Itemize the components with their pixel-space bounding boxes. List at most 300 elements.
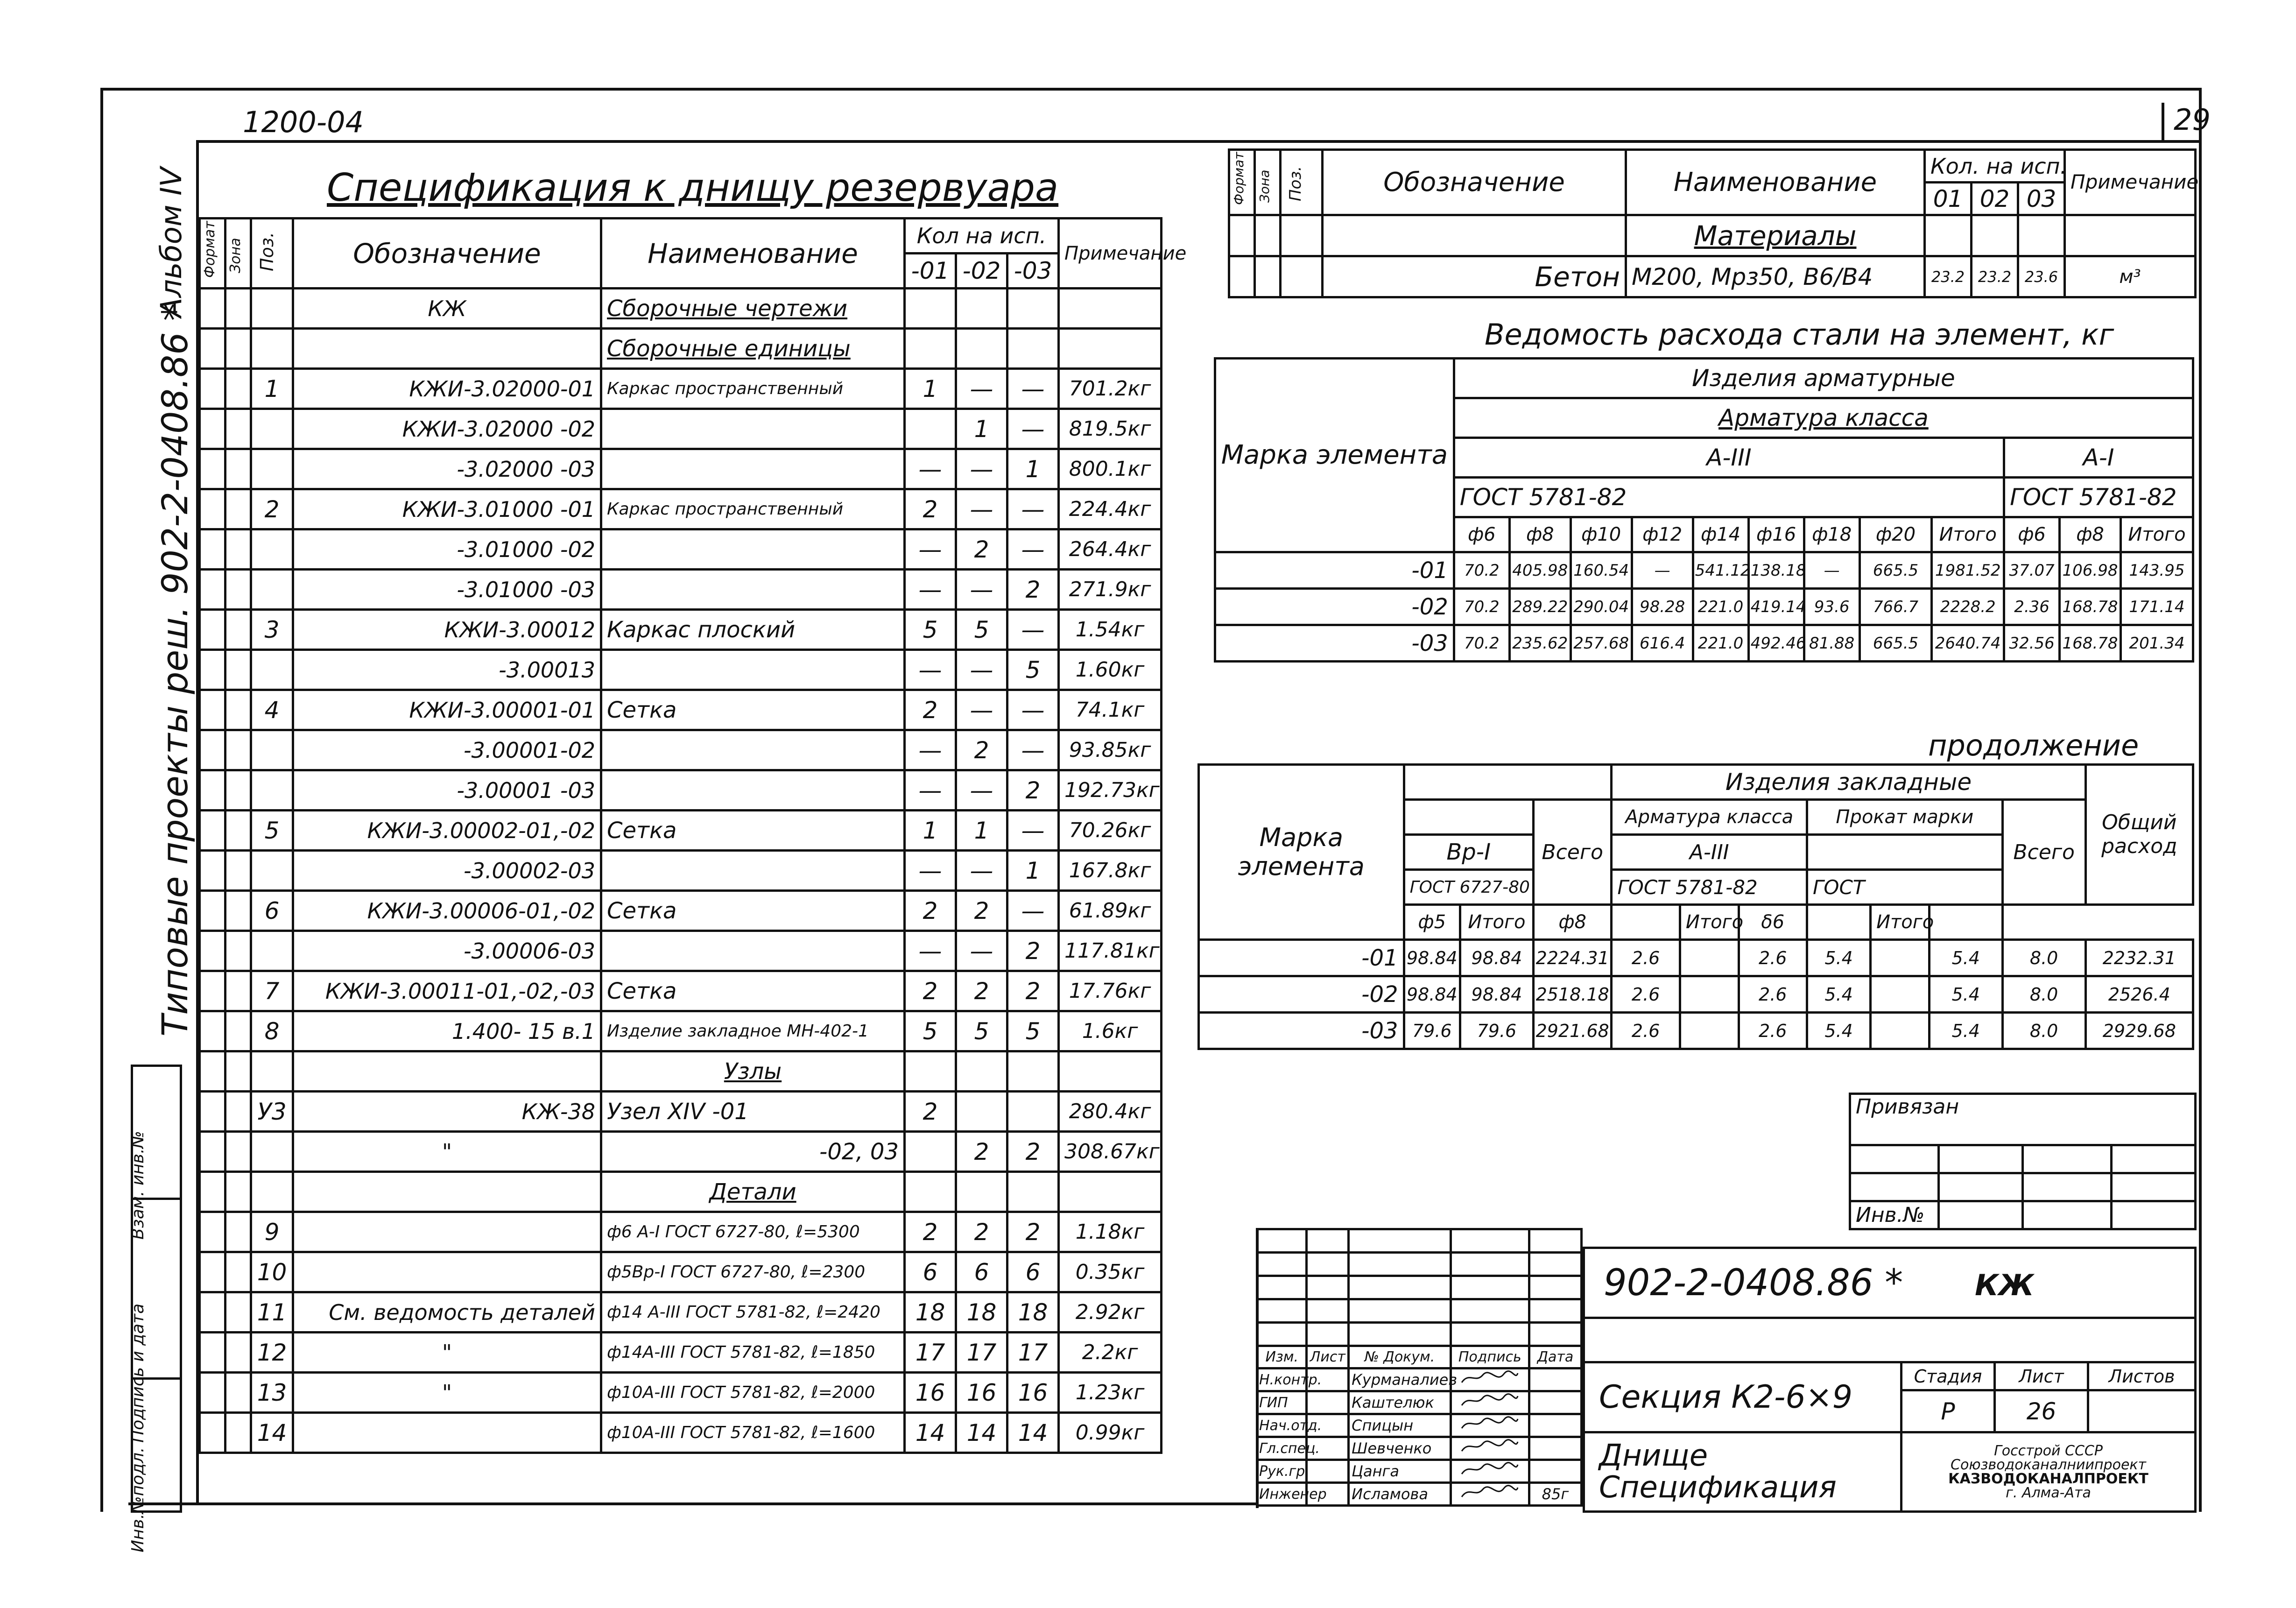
note-cell: 0.99кг [1059,1413,1162,1453]
table-row [200,1413,1162,1453]
value-cell: 70.2 [1454,589,1509,625]
role-cell: Н.контр. [1257,1368,1307,1391]
value-cell: 257.68 [1571,625,1632,662]
concrete-label: Бетон [1323,256,1626,297]
table-row [200,329,1162,369]
qty-3: 1 [1007,851,1059,891]
qty-3 [1007,1092,1059,1132]
value-cell [1680,940,1739,976]
designation-cell: -3.02000 -03 [293,449,601,489]
value-cell: — [1804,552,1859,589]
designation-cell: КЖИ-3.01000 -01 [293,489,601,529]
designation-cell [293,329,601,369]
person-name: Шевченко [1349,1437,1451,1460]
qty-1: 2 [905,971,956,1011]
col-qty: Кол на исп. [905,219,1059,254]
name-cell [601,449,905,489]
table-row [1199,976,2193,1013]
pos-cell: 11 [251,1292,293,1333]
qty-2: 18 [956,1292,1007,1333]
pos-cell: 14 [251,1413,293,1453]
value-cell: 8.0 [2002,940,2085,976]
signature-cell [1451,1368,1529,1391]
designation-cell: -3.00001 -03 [293,770,601,811]
qty-3: 2 [1007,971,1059,1011]
qty-1: 17 [905,1333,956,1373]
role-cell: Гл.спец. [1257,1437,1307,1460]
qty-2: 2 [956,529,1007,570]
value-cell: 221.0 [1693,589,1748,625]
cont-col-header: ф5 [1404,905,1460,940]
mark-cell: -02 [1215,589,1454,625]
qty-2: — [956,770,1007,811]
value-cell: 221.0 [1693,625,1748,662]
designation-cell: -3.00001-02 [293,730,601,770]
name-cell: Сетка [601,971,905,1011]
cont-title: продолжение [1928,728,2139,762]
role-cell: Рук.гр. [1257,1460,1307,1483]
table-row [200,1132,1162,1172]
col-note: Примечание [1059,219,1162,289]
pos-cell [251,931,293,971]
qty-2: 2 [956,1212,1007,1252]
table-row [1215,589,2193,625]
qty-1: — [905,730,956,770]
qty-2 [956,1092,1007,1132]
table-row [200,1333,1162,1373]
pos-cell [251,1172,293,1212]
qty-3: — [1007,489,1059,529]
spec-title: Спецификация к днищу резервуара [327,166,1059,210]
qty-3: 2 [1007,570,1059,610]
qty-2 [956,329,1007,369]
table-row [200,1212,1162,1252]
name-cell [601,851,905,891]
value-cell: 98.84 [1460,940,1533,976]
value-cell: 2.6 [1612,1013,1680,1049]
value-cell: 98.84 [1404,940,1460,976]
note-cell: 93.85кг [1059,730,1162,770]
qty-1: — [905,529,956,570]
value-cell: 5.4 [1929,940,2002,976]
pos-cell: 12 [251,1333,293,1373]
qty-1: 16 [905,1373,956,1413]
qty-1: 2 [905,489,956,529]
note-cell: 701.2кг [1059,369,1162,409]
cont-col-header: Итого [1460,905,1533,940]
value-cell: 2.36 [2004,589,2060,625]
signature-row [1257,1437,1582,1460]
pos-cell: 10 [251,1252,293,1292]
note-cell: 2.2кг [1059,1333,1162,1373]
frame-inner-top [196,140,2199,143]
value-cell: 1981.52 [1932,552,2004,589]
value-cell: 70.2 [1454,552,1509,589]
qty-3: — [1007,690,1059,730]
note-cell: 819.5кг [1059,409,1162,449]
signature-row [1257,1414,1582,1437]
note-cell [1059,1172,1162,1212]
note-cell: 192.73кг [1059,770,1162,811]
person-name: Исламова [1349,1483,1451,1506]
sig-header: Дата [1529,1346,1581,1368]
mark-cell: -01 [1199,940,1404,976]
qty-2 [956,1051,1007,1092]
qty-1 [905,1172,956,1212]
note-cell: 74.1кг [1059,690,1162,730]
value-cell: 160.54 [1571,552,1632,589]
table-row [200,650,1162,690]
qty-1: 18 [905,1292,956,1333]
steel-col-header: ф6 [2004,517,2060,552]
col-format: Формат [200,219,225,289]
note-cell: 2.92кг [1059,1292,1162,1333]
designation-cell: -3.01000 -02 [293,529,601,570]
name-cell [601,529,905,570]
table-row [200,1011,1162,1051]
table-row [200,730,1162,770]
name-cell: ф5Вр-I ГОСТ 6727-80, ℓ=2300 [601,1252,905,1292]
pos-cell [251,1051,293,1092]
qty-3: — [1007,730,1059,770]
note-cell: 17.76кг [1059,971,1162,1011]
value-cell: 5.4 [1807,940,1871,976]
qty-3: 6 [1007,1252,1059,1292]
value-cell: 8.0 [2002,1013,2085,1049]
value-cell: 2.6 [1739,940,1807,976]
note-cell [1059,1051,1162,1092]
table-row [1215,552,2193,589]
pos-cell: 2 [251,489,293,529]
pos-cell [251,449,293,489]
qty-3: 2 [1007,1212,1059,1252]
table-row [200,770,1162,811]
person-name: Каштелюк [1349,1391,1451,1414]
designation-cell: -3.00002-03 [293,851,601,891]
mark-cell: -03 [1215,625,1454,662]
signature-row [1257,1483,1582,1506]
steel-col-header: ф14 [1693,517,1748,552]
qty-1 [905,329,956,369]
note-cell: 0.35кг [1059,1252,1162,1292]
value-cell [1871,940,1930,976]
note-cell: 224.4кг [1059,489,1162,529]
pos-cell: 9 [251,1212,293,1252]
value-cell: 2228.2 [1932,589,2004,625]
value-cell: 138.18 [1748,552,1804,589]
person-name: Спицын [1349,1414,1451,1437]
designation-cell: -3.01000 -03 [293,570,601,610]
qty-3: — [1007,409,1059,449]
designation-cell: КЖИ-3.00006-01,-02 [293,891,601,931]
qty-2: — [956,931,1007,971]
pos-cell [251,329,293,369]
series-label: Типовые проекты реш. 902-2-0408.86 * [154,303,196,1037]
table-row [200,971,1162,1011]
name-cell: Каркас пространственный [601,369,905,409]
table-row [200,851,1162,891]
steel-col-header: ф16 [1748,517,1804,552]
qty-3: — [1007,610,1059,650]
table-row [1199,940,2193,976]
qty-1: 2 [905,891,956,931]
name-cell: Сетка [601,811,905,851]
value-cell: 665.5 [1859,625,1932,662]
date-cell: 85г [1529,1483,1581,1506]
signature-cell [1451,1460,1529,1483]
table-row [200,449,1162,489]
designation-cell: -3.00006-03 [293,931,601,971]
designation-cell: См. ведомость деталей [293,1292,601,1333]
designation-cell: " [293,1333,601,1373]
value-cell: 201.34 [2121,625,2193,662]
steel-title: Ведомость расхода стали на элемент, кг [1485,317,2114,352]
name-cell: ф10А-III ГОСТ 5781-82, ℓ=1600 [601,1413,905,1453]
note-cell: 117.81кг [1059,931,1162,971]
pos-cell: 1 [251,369,293,409]
pos-cell [251,650,293,690]
designation-cell: КЖ-38 [293,1092,601,1132]
steel-col-header: ф8 [2060,517,2121,552]
value-cell [1680,1013,1739,1049]
table-row [200,409,1162,449]
pos-cell [251,289,293,329]
designation-cell: КЖИ-3.00011-01,-02,-03 [293,971,601,1011]
qty-1: — [905,770,956,811]
spec-table: Формат Зона Поз. Обозначение Наименование Кол на исп. Примечание -01 -02 -03 КЖ Сборочные чертежи Сборочные единицы 1 КЖИ-3.02000-01 Каркас пространственный 1 — — 701.2кг КЖИ-3.02000 -02 1 — 819.5кг -3.02000 -03 — — 1 800.1кг 2 КЖИ-3.01000 -01 Каркас пространственный 2 — — 224.4кг -3.01000 -02 — 2 — 264.4кг -3.01000 -03 — — 2 271.9кг 3 КЖИ-3.00012 Каркас плоский 5 5 — 1.54кг -3.00013 — — 5 1.60кг 4 КЖИ-3.00001-01 Сетка 2 — — 74.1кг -3.00001-02 — 2 — 93.85кг -3.00001 -03 — — 2 192.73кг 5 КЖИ-3.00002-01,-02 Сетка 1 1 — 70.26кг -3.00002-03 — — 1 167.8кг 6 КЖИ-3.00006-01,-02 Сетка 2 2 — 61.89кг -3.00006-03 — — 2 117.81кг 7 КЖИ-3.00011-01,-02,-03 Сетка 2 2 2 17.76кг 8 1.400- 15 в.1 Изделие закладное МН-402-1 5 5 5 1.6кг Узлы У3 КЖ-38 Узел XIV -01 2 280.4кг " -02, 03 2 2 308.67кг Детали 9 ф6 А-I ГОСТ 6727-80, ℓ=5300 2 2 2 1.18кг 10 ф5Вр-I ГОСТ 6727-80, ℓ=2300 6 6 6 0.35кг 11 См. ведомость деталей ф14 А-III ГОСТ 5781-82, ℓ=2420 18 18 18 2.92кг 12 " ф14А-III ГОСТ 5781-82, ℓ=1850 17 17 17 2.2кг 13 " ф10А-III ГОСТ 5781-82, ℓ=2000 16 16 16 1.23кг 14 ф10А-III ГОСТ 5781-82, ℓ=1600 14 14 14 0.99кг [198,217,1162,1454]
qty-3 [1007,329,1059,369]
album-label: Альбом IV [154,167,188,317]
binding-block: Привязан Инв.№ [1849,1093,2197,1230]
drawing-mark: КЖ [1975,1268,2034,1302]
name-cell: ф10А-III ГОСТ 5781-82, ℓ=2000 [601,1373,905,1413]
qty-1: — [905,650,956,690]
pos-cell: 4 [251,690,293,730]
mark-cell: -02 [1199,976,1404,1013]
name-cell: Узлы [601,1051,905,1092]
qty-1: 1 [905,369,956,409]
designation-cell [293,1051,601,1092]
qty-2: 2 [956,730,1007,770]
table-row [1215,625,2193,662]
name-cell: ф14А-III ГОСТ 5781-82, ℓ=1850 [601,1333,905,1373]
sig-header: Изм. [1257,1346,1307,1368]
designation-cell: КЖИ-3.00012 [293,610,601,650]
table-row [200,1292,1162,1333]
name-cell [601,730,905,770]
col-name: Наименование [601,219,905,289]
value-cell: 2.6 [1739,1013,1807,1049]
title-block-signatures [1256,1228,1583,1507]
table-row [200,369,1162,409]
value-cell: 98.84 [1460,976,1533,1013]
steel-col-header: Итого [1932,517,2004,552]
steel-col-header: ф10 [1571,517,1632,552]
page-number: 29 [2162,103,2211,140]
doc-title-1: Днище [1599,1439,1708,1474]
value-cell: 616.4 [1632,625,1693,662]
qty-1: 2 [905,1212,956,1252]
role-cell: Инженер [1257,1483,1307,1506]
value-cell: 419.14 [1748,589,1804,625]
qty-2: 17 [956,1333,1007,1373]
note-cell: 1.18кг [1059,1212,1162,1252]
name-cell [601,409,905,449]
value-cell: 541.12 [1693,552,1748,589]
qty-2: — [956,650,1007,690]
designation-cell: КЖИ-3.00002-01,-02 [293,811,601,851]
name-cell: Узел XIV -01 [601,1092,905,1132]
qty-1 [905,409,956,449]
note-cell: 308.67кг [1059,1132,1162,1172]
doc-title-2: Спецификация [1599,1470,1837,1505]
col-zone: Зона [225,219,251,289]
value-cell [1871,976,1930,1013]
value-cell: 171.14 [2121,589,2193,625]
qty-2: — [956,369,1007,409]
qty-3: — [1007,529,1059,570]
qty-3 [1007,289,1059,329]
value-cell [1871,1013,1930,1049]
name-cell: Сетка [601,891,905,931]
person-name: Цанга [1349,1460,1451,1483]
pos-cell [251,770,293,811]
pos-cell: 6 [251,891,293,931]
qty-2: 1 [956,409,1007,449]
role-cell: ГИП [1257,1391,1307,1414]
qty-3: 18 [1007,1292,1059,1333]
role-cell: Нач.отд. [1257,1414,1307,1437]
table-row [200,1252,1162,1292]
frame-top [100,88,2201,91]
pos-cell [251,529,293,570]
drawing-code: 902-2-0408.86 * [1604,1262,1903,1304]
signature-row [1257,1368,1582,1391]
sig-header: № Докум. [1349,1346,1451,1368]
steel-col-header: ф18 [1804,517,1859,552]
value-cell: 289.22 [1509,589,1571,625]
pos-cell [251,851,293,891]
qty-3: 14 [1007,1413,1059,1453]
qty-2 [956,289,1007,329]
designation-cell [293,1172,601,1212]
designation-cell: КЖИ-3.02000 -02 [293,409,601,449]
designation-cell: -3.00013 [293,650,601,690]
qty-2: 1 [956,811,1007,851]
value-cell: 2921.68 [1533,1013,1611,1049]
pos-cell [251,409,293,449]
cont-table: Марка элемента Изделия закладные Общий расход Всего Арматура класса Прокат марки Всего Вр-I А-III ГОСТ 6727-80 ГОСТ 5781-82 ГОСТ ф5 Итого ф8 Итого δ6 Итого -01 98.84 98.84 2224.31 2.6 2.6 5.4 5.4 8.0 2232.31 -02 98.84 98.84 2518.18 2.6 2.6 5.4 5.4 8.0 2526.4 -03 79.6 79.6 2921.68 2.6 2.6 5.4 5.4 8.0 2929.68 [1197,763,2194,1050]
value-cell: 405.98 [1509,552,1571,589]
value-cell: 5.4 [1807,1013,1871,1049]
title-block-main: 902-2-0408.86 * КЖ Секция К2-6×9 Стадия Лист Листов Р 26 Днище Спецификация Госстрой СССР Союзводоканалниипроект КАЗВОДОКАНАЛПРОЕКТ г. Алма-Ата [1583,1247,2197,1513]
table-row [200,570,1162,610]
qty-2: 6 [956,1252,1007,1292]
qty-3: 2 [1007,931,1059,971]
pos-cell: 3 [251,610,293,650]
section-name: Секция К2-6×9 [1584,1362,1902,1432]
table-row [200,891,1162,931]
name-cell: Каркас пространственный [601,489,905,529]
qty-2: 5 [956,610,1007,650]
signature-cell [1451,1437,1529,1460]
table-row [200,610,1162,650]
qty-3: 1 [1007,449,1059,489]
qty-1: 14 [905,1413,956,1453]
value-cell: 766.7 [1859,589,1932,625]
value-cell: 2232.31 [2085,940,2193,976]
note-cell: 167.8кг [1059,851,1162,891]
pos-cell: 7 [251,971,293,1011]
signature-cell [1451,1414,1529,1437]
doc-code: 1200-04 [243,105,364,139]
name-cell: ф6 А-I ГОСТ 6727-80, ℓ=5300 [601,1212,905,1252]
value-cell: 2640.74 [1932,625,2004,662]
table-row [200,811,1162,851]
value-cell: 5.4 [1929,976,2002,1013]
table-row [200,1373,1162,1413]
value-cell: 2.6 [1739,976,1807,1013]
qty-3: 2 [1007,1132,1059,1172]
qty-1: — [905,851,956,891]
qty-3: 17 [1007,1333,1059,1373]
name-cell [601,650,905,690]
table-row [200,489,1162,529]
qty-2 [956,1172,1007,1212]
table-row [200,529,1162,570]
qty-3: — [1007,369,1059,409]
name-cell: Каркас плоский [601,610,905,650]
note-cell: 800.1кг [1059,449,1162,489]
qty-2: — [956,449,1007,489]
pos-cell: У3 [251,1092,293,1132]
value-cell: 79.6 [1460,1013,1533,1049]
qty-1: — [905,931,956,971]
value-cell: 79.6 [1404,1013,1460,1049]
qty-3 [1007,1172,1059,1212]
materials-section: Материалы [1626,215,1925,256]
designation-cell: КЖИ-3.00001-01 [293,690,601,730]
table-row [200,1172,1162,1212]
name-cell: ф14 А-III ГОСТ 5781-82, ℓ=2420 [601,1292,905,1333]
value-cell: 143.95 [2121,552,2193,589]
value-cell: 290.04 [1571,589,1632,625]
qty-1: 5 [905,610,956,650]
name-cell [601,770,905,811]
value-cell: 98.28 [1632,589,1693,625]
frame-right [2199,88,2202,1512]
note-cell: 1.54кг [1059,610,1162,650]
value-cell: 492.46 [1748,625,1804,662]
qty-1 [905,1051,956,1092]
signature-row [1257,1460,1582,1483]
value-cell: 2.6 [1612,940,1680,976]
value-cell: 98.84 [1404,976,1460,1013]
value-cell: 168.78 [2060,589,2121,625]
frame-left [100,88,103,1512]
value-cell: 168.78 [2060,625,2121,662]
cont-col-header: δ6 [1739,905,1807,940]
qty-2: 2 [956,891,1007,931]
qty-3: — [1007,811,1059,851]
value-cell: 81.88 [1804,625,1859,662]
value-cell: 2224.31 [1533,940,1611,976]
value-cell: 235.62 [1509,625,1571,662]
name-cell: Детали [601,1172,905,1212]
qty-1: 2 [905,690,956,730]
qty-1: 2 [905,1092,956,1132]
cont-col-header: Итого [1871,905,1930,940]
